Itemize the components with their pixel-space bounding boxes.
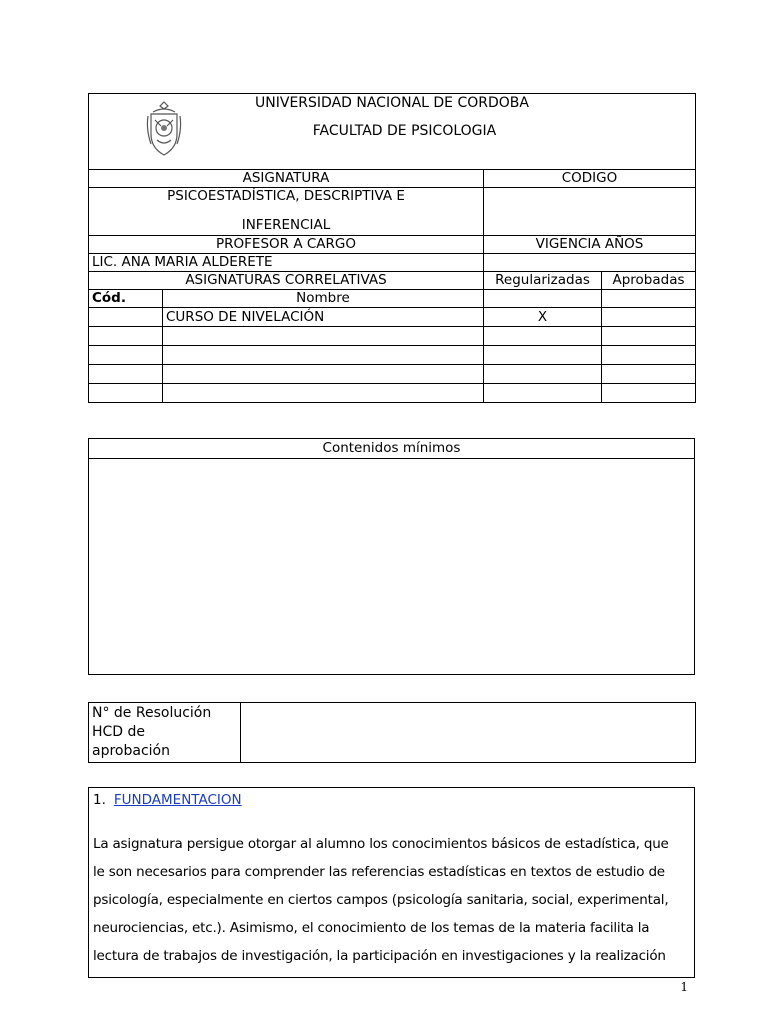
paragraph-line: lectura de trabajos de investigación, la participación en investigaciones y la realización	[93, 948, 666, 964]
table-row-nombre	[163, 384, 484, 403]
fundamentacion-heading	[93, 790, 690, 810]
regularizadas-label: Regularizadas	[484, 272, 602, 290]
table-row-cod	[89, 365, 163, 384]
table-row-cod	[89, 308, 163, 327]
fundamentacion-paragraph	[93, 830, 690, 970]
table-row-regularizadas	[484, 327, 602, 346]
resolucion-label-line2: HCD de	[92, 724, 146, 740]
resolucion-label-line3: aprobación	[92, 743, 170, 759]
asignatura-label: ASIGNATURA	[89, 170, 484, 188]
section-number: 1.	[93, 792, 106, 808]
contenidos-minimos-title: Contenidos mínimos	[89, 439, 694, 459]
paragraph-line: psicología, especialmente en ciertos campos (psicología sanitaria, social, experimental,	[93, 892, 669, 908]
table-row-nombre	[163, 365, 484, 384]
vigencia-label: VIGENCIA AÑOS	[484, 236, 696, 254]
table-row-nombre: CURSO DE NIVELACIÓN	[163, 308, 484, 327]
asignatura-line2: INFERENCIAL	[241, 217, 331, 233]
table-row-regularizadas	[484, 365, 602, 384]
resolucion-label-line1: N° de Resolución	[92, 705, 212, 721]
table-row-aprobadas	[602, 327, 696, 346]
profesor-value: LIC. ANA MARIA ALDERETE	[89, 254, 484, 272]
paragraph-line: neurociencias, etc.). Asimismo, el conocimiento de los temas de la materia facilita la	[93, 920, 650, 936]
resolucion-value	[241, 703, 696, 763]
asignatura-value	[89, 188, 484, 236]
table-row-aprobadas	[602, 346, 696, 365]
cod-label: Cód.	[89, 290, 163, 308]
codigo-label: CODIGO	[484, 170, 696, 188]
table-row-cod	[89, 346, 163, 365]
table-row-regularizadas	[484, 346, 602, 365]
vigencia-value	[484, 254, 696, 272]
table-row-cod	[89, 384, 163, 403]
table-row-cod	[89, 327, 163, 346]
aprobadas-header-empty	[602, 290, 696, 308]
paragraph-line: le son necesarios para comprender las referencias estadísticas en textos de estudio de	[93, 864, 665, 880]
correlativas-label: ASIGNATURAS CORRELATIVAS	[89, 272, 484, 290]
paragraph-line: La asignatura persigue otorgar al alumno los conocimientos básicos de estadística, que	[93, 836, 669, 852]
table-row-aprobadas	[602, 384, 696, 403]
regularizadas-header-empty	[484, 290, 602, 308]
nombre-label: Nombre	[163, 290, 484, 308]
profesor-label: PROFESOR A CARGO	[89, 236, 484, 254]
table-row-nombre	[163, 346, 484, 365]
codigo-value	[484, 188, 696, 236]
table-row-regularizadas	[484, 384, 602, 403]
university-name: UNIVERSIDAD NACIONAL DE CORDOBA	[255, 95, 529, 111]
page-number: 1	[680, 980, 688, 994]
resolucion-table	[88, 702, 696, 763]
aprobadas-label: Aprobadas	[602, 272, 696, 290]
fundamentacion-section	[88, 787, 695, 978]
table-row-nombre	[163, 327, 484, 346]
contenidos-minimos-box	[88, 438, 695, 675]
table-row-aprobadas	[602, 308, 696, 327]
table-row-regularizadas: X	[484, 308, 602, 327]
faculty-name: FACULTAD DE PSICOLOGIA	[312, 123, 497, 139]
table-row-aprobadas	[602, 365, 696, 384]
header-title-cell	[89, 94, 696, 170]
header-table	[88, 93, 696, 403]
fundamentacion-link[interactable]: FUNDAMENTACION	[113, 792, 242, 808]
resolucion-label	[89, 703, 241, 763]
asignatura-line1: PSICOESTADÍSTICA, DESCRIPTIVA E	[167, 188, 405, 204]
